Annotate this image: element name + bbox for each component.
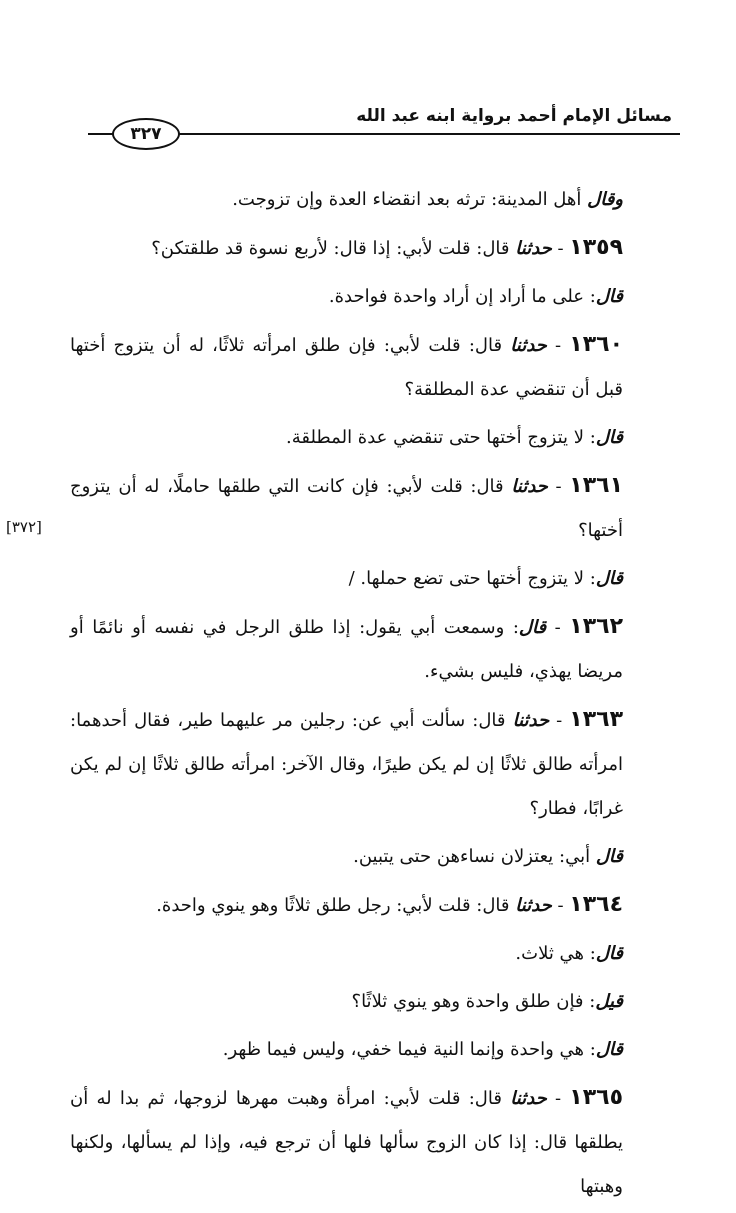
paragraph [70,226,673,271]
paragraph-text: قال: سألت أبي عن: رجلين مر عليهما طير، فقال أحدهما: امرأته طالق ثلاثًا إن لم يكن طيرًا، وقال الآخر: امرأته طالق ثلاثًا إن لم يكن غرابًا، فطار؟ [70,710,623,819]
hadith-number: ١٣٦٠ [569,332,623,357]
speaker-label: حدثنا [511,476,548,497]
dash-separator: - [546,335,570,356]
speaker-label: قال [595,1039,623,1060]
page-number: ٣٢٧ [112,118,180,150]
hadith-number: ١٣٦١ [569,473,623,498]
paragraph-text: : لا يتزوج أختها حتى تضع حملها. / [348,568,596,589]
dash-separator: - [549,710,570,731]
paragraph [70,464,673,553]
hadith-number: ١٣٦٣ [569,707,623,732]
paragraph [70,980,673,1024]
speaker-label: حدثنا [515,238,552,259]
paragraph-text: : لا يتزوج أختها حتى تنقضي عدة المطلقة. [285,427,596,448]
paragraph [70,883,673,928]
paragraph [70,557,673,601]
speaker-label: حدثنا [515,895,552,916]
paragraph-text: أبي: يعتزلان نساءهن حتى يتبين. [353,846,596,867]
paragraph [70,1028,673,1072]
paragraph-text: : فإن طلق واحدة وهو ينوي ثلاثًا؟ [351,991,596,1012]
paragraph-text: قال: قلت لأبي: فإن كانت التي طلقها حاملًا، له أن يتزوج أختها؟ [70,476,623,541]
paragraph [70,178,673,222]
speaker-label: قال [595,943,623,964]
hadith-number: ١٣٦٥ [569,1085,623,1110]
paragraph-text: : هي واحدة وإنما النية فيما خفي، وليس فيما ظهر. [222,1039,596,1060]
dash-separator: - [546,617,570,638]
paragraph [70,323,673,412]
running-title: مسائل الإمام أحمد برواية ابنه عبد الله [356,106,672,126]
paragraph [70,1076,673,1209]
dash-separator: - [547,476,570,497]
paragraph-text: قال: قلت لأبي: امرأة وهبت مهرها لزوجها، ثم بدا له أن يطلقها قال: إذا كان الزوج سألها فلها أن ترجع فيه، وإذا لم يسألها، ولكنها وهبتها [70,1088,623,1197]
paragraph [70,835,673,879]
paragraph [70,275,673,319]
speaker-label: حدثنا [512,710,550,731]
dash-separator: - [551,895,570,916]
speaker-label: قال [595,286,623,307]
paragraph [70,605,673,694]
hadith-number: ١٣٦٢ [569,614,623,639]
speaker-label: وقال [587,189,623,210]
speaker-label: قيل [595,991,623,1012]
dash-separator: - [551,238,570,259]
speaker-label: قال [595,568,623,589]
paragraph-text: قال: قلت لأبي: فإن طلق امرأته ثلاثًا، له أن يتزوج أختها قبل أن تنقضي عدة المطلقة؟ [70,335,623,400]
paragraph [70,698,673,831]
hadith-number: ١٣٦٤ [569,892,623,917]
speaker-label: قال [518,617,547,638]
paragraph-text: أهل المدينة: ترثه بعد انقضاء العدة وإن تزوجت. [232,189,588,210]
speaker-label: قال [595,846,623,867]
paragraph-text: : هي ثلاث. [515,943,596,964]
speaker-label: قال [595,427,623,448]
margin-reference: [٣٧٢] [6,518,42,536]
hadith-number: ١٣٥٩ [569,235,623,260]
paragraph-text: قال: قلت لأبي: رجل طلق ثلاثًا وهو ينوي واحدة. [156,895,516,916]
speaker-label: حدثنا [510,335,547,356]
paragraph [70,932,673,976]
paragraph-text: : وسمعت أبي يقول: إذا طلق الرجل في نفسه أو نائمًا أو مريضا يهذي، فليس بشيء. [70,617,623,682]
paragraph-text: : على ما أراد إن أراد واحدة فواحدة. [328,286,596,307]
dash-separator: - [546,1088,570,1109]
page-body [70,178,673,1213]
speaker-label: حدثنا [510,1088,547,1109]
paragraph-text: قال: قلت لأبي: إذا قال: لأربع نسوة قد طلقتكن؟ [151,238,516,259]
paragraph [70,416,673,460]
